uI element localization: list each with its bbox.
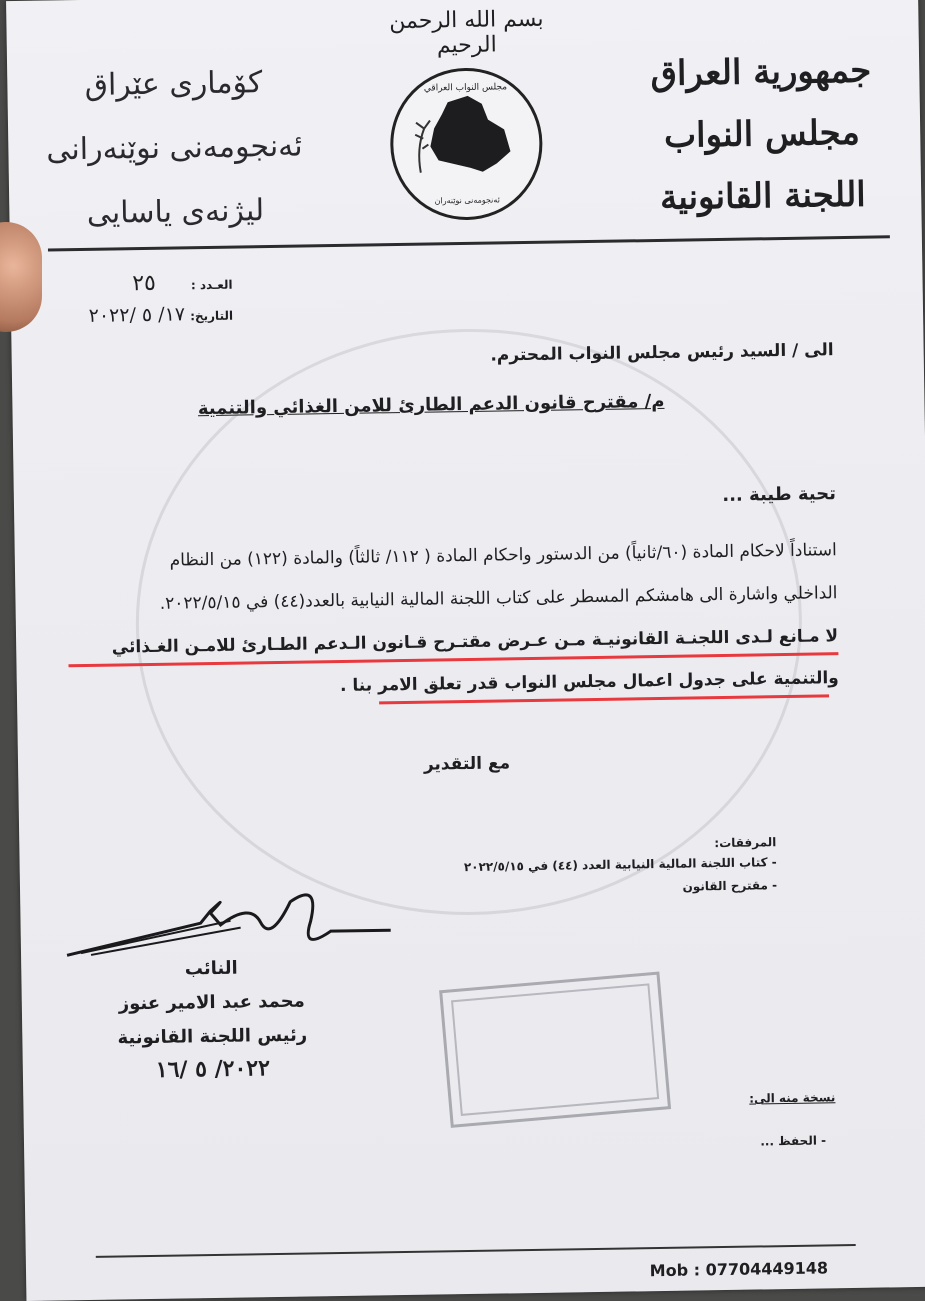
letterhead-country: جمهورية العراق xyxy=(650,50,872,95)
body-line-3: لا مـانع لـدى اللجنـة القانونيـة مـن عـرض مقتـرح قـانون الـدعم الطـارئ للامـن الغـذائي xyxy=(111,626,839,658)
footer-mobile: Mob : 07704449148 xyxy=(649,1258,829,1281)
thumb-holding-page xyxy=(0,222,42,332)
signature-date: ٢٠٢٢/ ٥ /١٦ xyxy=(155,1055,271,1083)
letter-page xyxy=(6,0,925,1301)
basmala: بسم الله الرحمن الرحيم xyxy=(389,6,544,59)
emblem-bottom-text: ئەنجومەنی نوێنەران xyxy=(434,195,500,206)
iraq-map-icon xyxy=(389,67,537,215)
attachment-item-1: - كتاب اللجنة المالية النيابية العدد (٤٤) في ٢٠٢٢/٥/١٥ xyxy=(463,855,777,875)
number-value: ٢٥ xyxy=(132,270,157,297)
number-label: العـدد : xyxy=(190,277,233,293)
subject-line: م/ مقترح قانون الدعم الطارئ للامن الغذائي والتنمية xyxy=(197,390,665,420)
copies-item-1: - الحفظ ... xyxy=(760,1133,827,1149)
copies-title: نسخة منه الى: xyxy=(749,1090,836,1106)
letterhead-committee-kurdish: لیژنەی یاسایی xyxy=(86,193,265,231)
kurdish-letterhead xyxy=(45,51,304,247)
letterhead-council-kurdish: ئەنجومەنی نوێنەرانی xyxy=(46,128,303,168)
date-label: التاريخ: xyxy=(190,308,234,324)
parliament-emblem xyxy=(389,67,543,221)
letterhead-council: مجلس النواب xyxy=(663,112,861,156)
date-value: ١٧/ ٥ /٢٠٢٢ xyxy=(88,303,186,327)
letter-date xyxy=(33,303,233,328)
greeting: تحية طيبة ... xyxy=(722,483,837,506)
letter-number xyxy=(42,270,232,298)
body-line-4: والتنمية على جدول اعمال مجلس النواب قدر تعلق الامر بنا . xyxy=(339,668,839,696)
addressee: الى / السيد رئيس مجلس النواب المحترم. xyxy=(490,340,834,366)
letterhead-country-kurdish: کۆماری عێراق xyxy=(84,65,263,103)
attachments-title: المرفقات: xyxy=(714,835,777,851)
body-line-2: الداخلي واشارة الى هامشكم المسطر على كتاب اللجنة المالية النيابية بالعدد(٤٤) في ٢٠٢٢/٥/١٥. xyxy=(159,583,838,614)
signatory-title: رئيس اللجنة القانونية xyxy=(117,1024,308,1049)
attachment-item-2: - مقترح القانون xyxy=(682,878,778,894)
footer-divider xyxy=(96,1244,856,1258)
signatory-role: النائب xyxy=(184,957,238,980)
signatory-name: محمد عبد الامير عنوز xyxy=(118,990,305,1015)
letterhead-committee: اللجنة القانونية xyxy=(659,174,867,218)
received-stamp xyxy=(439,971,671,1127)
arabic-letterhead xyxy=(650,40,874,229)
closing: مع التقدير xyxy=(423,753,511,775)
emblem-top-text: مجلس النواب العراقي xyxy=(423,82,508,94)
body-line-1: استناداً لاحكام المادة (٦٠/ثانياً) من الدستور واحكام المادة ( ١١٢/ ثالثاً) والمادة (١٢٢) من النظام xyxy=(169,540,837,571)
